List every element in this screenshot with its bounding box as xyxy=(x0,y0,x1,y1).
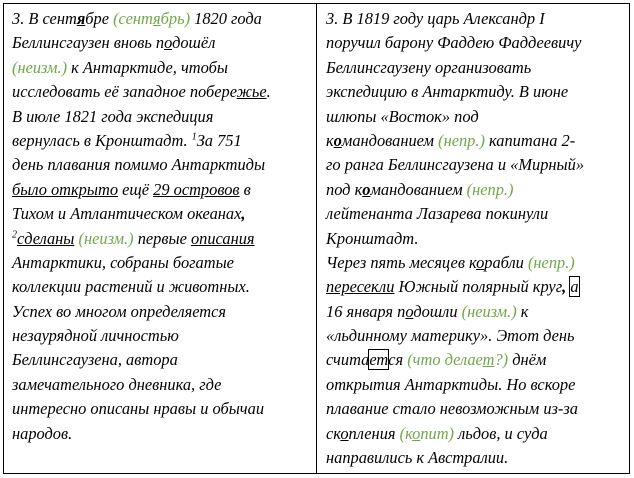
left-text-line xyxy=(12,56,311,80)
left-text-segment: Успех во многом определяется xyxy=(12,301,227,321)
left-text-line xyxy=(12,129,311,153)
right-text-segment: шлюпы «Восток» под xyxy=(326,106,479,126)
left-text-line xyxy=(12,397,311,421)
right-text-segment: (непр.) xyxy=(527,252,575,272)
right-text-segment: льдов, и суда xyxy=(454,423,548,443)
left-text-segment: о xyxy=(164,33,173,53)
right-text-line xyxy=(326,251,624,275)
left-text-line xyxy=(12,300,311,324)
left-text-segment: коллекции растений и животных. xyxy=(12,277,250,297)
right-text-segment: го ранга Беллинсгаузена и «Мирный» xyxy=(326,155,585,175)
right-text-line xyxy=(326,178,624,202)
left-text-segment: ещё xyxy=(118,179,154,199)
right-text-line xyxy=(326,324,624,348)
left-text-segment: За 751 xyxy=(196,130,242,150)
left-text-line xyxy=(12,153,311,177)
left-text-segment: 29 островов xyxy=(153,179,240,199)
right-text-segment: к xyxy=(326,130,334,150)
right-text-segment: капитана 2- xyxy=(484,130,576,150)
left-text-line xyxy=(12,422,311,446)
right-text-line xyxy=(326,422,624,446)
left-text-segment: (неизм.) xyxy=(78,228,134,248)
left-text-segment: день плавания помимо Антарктиды xyxy=(12,155,266,175)
left-text-segment: к Антарктиде, чтобы xyxy=(67,57,228,77)
left-text-segment: брь) xyxy=(160,9,191,28)
left-text-segment: я xyxy=(153,9,161,28)
right-text-segment: пления xyxy=(348,423,400,443)
right-text-segment: о xyxy=(333,130,342,150)
right-text-segment: о xyxy=(405,301,414,321)
right-column-text xyxy=(317,4,629,473)
right-text-segment: Беллинсгаузену организовать xyxy=(326,57,532,77)
right-text-line xyxy=(326,129,624,153)
right-text-segment: к xyxy=(516,301,529,321)
right-text-segment: плавание стало невозможным из-за xyxy=(326,399,578,419)
right-text-segment: открытия Антарктиды. Но вскоре xyxy=(326,374,576,394)
right-text-segment: ?) xyxy=(494,350,509,370)
right-text-line xyxy=(326,202,624,226)
left-text-segment: жье xyxy=(236,82,267,102)
left-text-segment: в xyxy=(239,179,251,199)
left-text-segment: 1 xyxy=(191,131,197,143)
right-text-segment: Кронштадт. xyxy=(326,228,419,248)
left-text-line xyxy=(12,80,311,104)
right-text-segment: ск xyxy=(326,423,341,443)
two-column-table xyxy=(3,3,630,474)
left-text-line xyxy=(12,7,311,31)
left-text-segment: бре xyxy=(85,9,114,28)
right-text-segment: мандованием xyxy=(341,130,439,150)
right-text-segment: поручил барону Фаддею Фаддеевичу xyxy=(326,33,582,53)
right-text-segment: т xyxy=(482,350,495,370)
left-text-line xyxy=(12,275,311,299)
right-text-segment: о xyxy=(362,179,371,199)
right-text-line xyxy=(326,446,624,470)
left-text-segment: Беллинсгаузена, автора xyxy=(12,350,178,370)
right-text-line xyxy=(326,300,624,324)
left-text-segment: замечательного дневника, где xyxy=(12,374,222,394)
left-text-segment: (неизм.) xyxy=(12,57,68,77)
left-text-line xyxy=(12,251,311,275)
left-text-segment: описания xyxy=(190,228,255,248)
right-text-segment: 16 января п xyxy=(326,301,406,321)
right-text-segment: под к xyxy=(326,179,363,199)
right-text-line xyxy=(326,275,624,299)
left-text-segment: Антарктики, собраны богатые xyxy=(12,252,234,272)
right-text-segment: , xyxy=(562,277,567,297)
right-text-segment: о xyxy=(412,423,421,443)
right-text-segment: направились к Австралии. xyxy=(326,448,509,468)
left-text-segment: 2 xyxy=(12,229,17,241)
left-text-segment: 1820 года xyxy=(190,9,262,28)
right-text-line xyxy=(326,153,624,177)
right-text-line xyxy=(326,7,624,31)
right-text-segment: 3. В 1819 году царь Александр I xyxy=(326,9,545,28)
right-text-segment: (неизм.) xyxy=(461,301,517,321)
right-text-segment: мандованием xyxy=(370,179,467,199)
right-text-line xyxy=(326,373,624,397)
right-text-segment: счита xyxy=(326,350,370,370)
right-text-segment: (что делае xyxy=(407,350,483,370)
left-text-segment: Беллинсгаузен вновь п xyxy=(12,33,165,53)
right-text-segment: (непр.) xyxy=(438,130,485,150)
right-text-segment: а xyxy=(570,277,579,297)
left-text-line xyxy=(12,324,311,348)
left-text-segment: , xyxy=(241,204,246,224)
right-text-line xyxy=(326,80,624,104)
right-text-line xyxy=(326,105,624,129)
left-text-segment: 3. В сент xyxy=(12,9,77,28)
left-text-line xyxy=(12,348,311,372)
left-column-text xyxy=(4,4,317,473)
right-text-line xyxy=(326,348,624,372)
right-text-line xyxy=(326,31,624,55)
right-text-segment: ет xyxy=(369,350,389,370)
right-text-segment: рабли xyxy=(484,252,528,272)
right-text-segment: пересекли xyxy=(326,277,395,297)
left-text-segment: было открыто xyxy=(12,179,119,199)
left-text-line xyxy=(12,105,311,129)
left-text-segment: дошёл xyxy=(172,33,216,53)
right-text-segment: Южный полярный круг xyxy=(394,277,563,297)
left-text-segment: первые xyxy=(133,228,191,248)
left-text-line xyxy=(12,31,311,55)
left-text-line xyxy=(12,227,311,251)
right-text-segment: лейтенанта Лазарева покинули xyxy=(326,204,549,224)
right-text-segment: о xyxy=(340,423,349,443)
left-text-segment: В июле 1821 года экспедиция xyxy=(12,106,214,126)
left-text-segment: Тихом и Атлантическом океанах xyxy=(12,204,242,224)
left-text-segment: (сент xyxy=(113,9,154,28)
right-text-segment: о xyxy=(476,252,485,272)
left-text-segment: я xyxy=(76,9,86,28)
left-text-segment: . xyxy=(266,82,271,102)
right-text-segment: ся xyxy=(388,350,408,370)
right-text-segment: Через пять месяцев к xyxy=(326,252,477,272)
right-text-segment: дошли xyxy=(413,301,462,321)
left-text-segment: вернулась в Кронштадт. xyxy=(12,130,192,150)
left-text-segment: интересно описаны нравы и обычаи xyxy=(12,399,265,419)
left-text-segment: сделаны xyxy=(17,228,75,248)
right-text-line xyxy=(326,227,624,251)
left-text-segment: незаурядной личностью xyxy=(12,326,179,346)
left-text-segment: исследовать её западное побере xyxy=(12,82,237,102)
right-text-line xyxy=(326,56,624,80)
left-text-line xyxy=(12,373,311,397)
left-text-line xyxy=(12,202,311,226)
right-text-segment: экспедицию в Антарктиду. В июне xyxy=(326,82,569,102)
right-text-line xyxy=(326,397,624,421)
right-text-segment: «льдинному материку». Этот день xyxy=(326,326,575,346)
right-text-segment: (непр.) xyxy=(466,179,514,199)
left-text-line xyxy=(12,178,311,202)
right-text-segment: (к xyxy=(399,423,413,443)
left-text-segment: народов. xyxy=(12,423,73,443)
right-text-segment: днём xyxy=(508,350,547,370)
right-text-segment: пит) xyxy=(420,423,455,443)
